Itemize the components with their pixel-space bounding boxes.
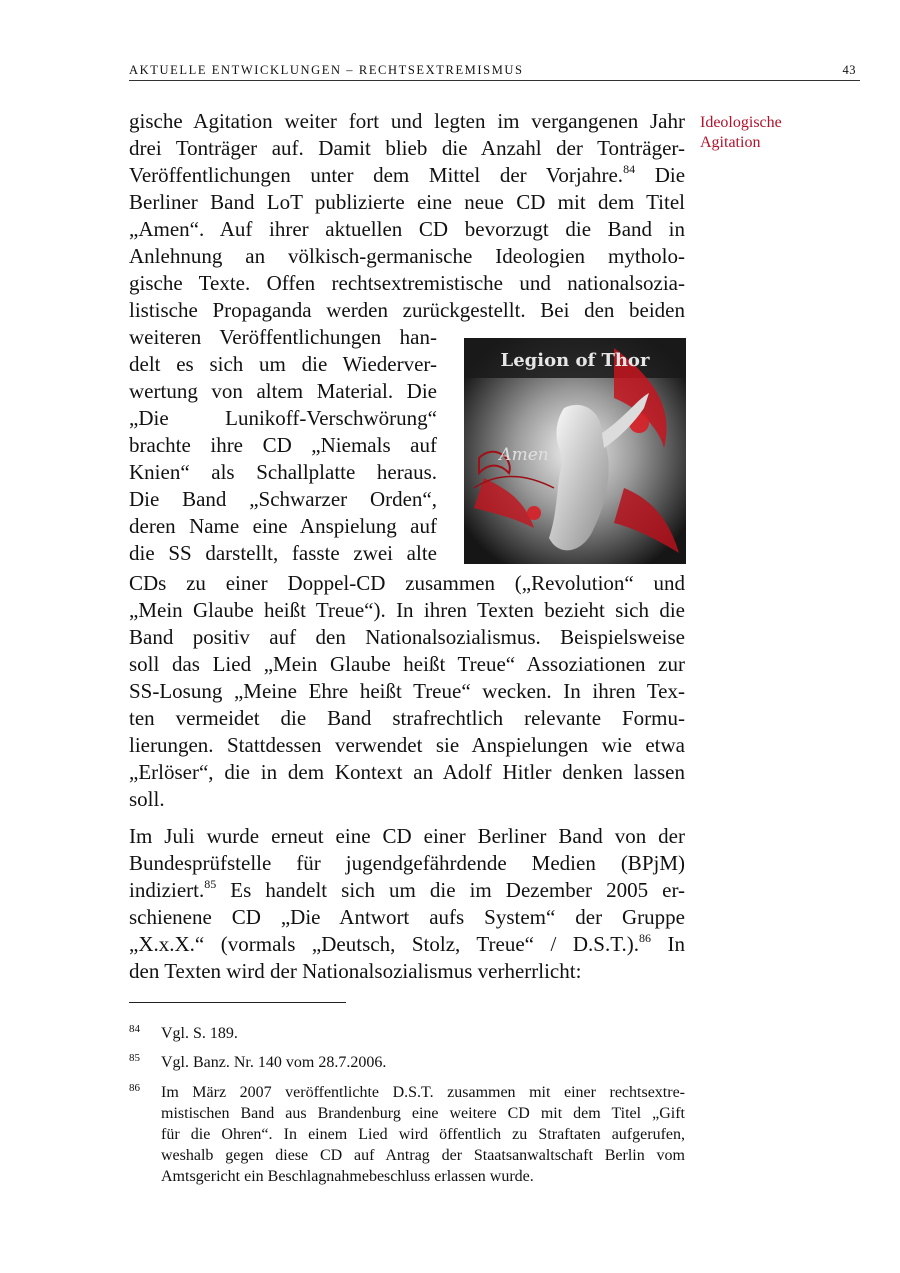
body-line: „Erlöser“, die in dem Kontext an Adolf Hitler denken lassen	[129, 760, 685, 784]
body-line: drei Tonträger auf. Damit blieb die Anzahl der Tonträger-	[129, 136, 685, 160]
body-line: Knien“ als Schallplatte heraus.	[129, 460, 437, 484]
body-line: „Mein Glaube heißt Treue“). In ihren Texten bezieht sich die	[129, 598, 685, 622]
body-text: Es handelt sich um die im Dezember 2005 er-	[230, 878, 686, 902]
body-line: Band positiv auf den Nationalsozialismus. Beispielsweise	[129, 625, 685, 649]
footnote-number: 84	[129, 1023, 140, 1035]
footnote-number: 85	[129, 1052, 140, 1064]
margin-note-line: Ideologische	[700, 114, 782, 131]
body-line: soll das Lied „Mein Glaube heißt Treue“ Assoziationen zur	[129, 652, 685, 676]
footnote-separator	[129, 1002, 346, 1003]
body-line	[129, 931, 685, 958]
body-line: CDs zu einer Doppel-CD zusammen („Revolution“ und	[129, 571, 685, 595]
footnote-text: mistischen Band aus Brandenburg eine weitere CD mit dem Titel „Gift	[161, 1105, 685, 1122]
footnote-ref[interactable]: 84	[623, 162, 636, 176]
body-line: SS-Losung „Meine Ehre heißt Treue“ wecken. In ihren Tex-	[129, 679, 685, 703]
footnote-text: weshalb gegen diese CD auf Antrag der Staatsanwaltschaft Berlin vom	[161, 1147, 685, 1164]
body-line: weiteren Veröffentlichungen han-	[129, 325, 437, 349]
body-text: Veröffentlichungen unter dem Mittel der Vorjahre.	[129, 163, 624, 187]
body-line: Die Band „Schwarzer Orden“,	[129, 487, 437, 511]
cd-cover-word: Amen	[499, 445, 549, 465]
body-line: den Texten wird der Nationalsozialismus verherrlicht:	[129, 959, 582, 983]
footnote-ref[interactable]: 85	[204, 877, 217, 891]
cd-cover-title: Legion of Thor	[500, 350, 650, 371]
body-line	[129, 877, 685, 904]
body-line: ten vermeidet die Band strafrechtlich relevante Formu-	[129, 706, 685, 730]
body-line: Bundesprüfstelle für jugendgefährdende Medien (BPjM)	[129, 851, 685, 875]
body-line: brachte ihre CD „Niemals auf	[129, 433, 437, 457]
body-text: „X.x.X.“ (vormals „Deutsch, Stolz, Treue“ / D.S.T.).	[129, 932, 639, 956]
footnote-text: Vgl. Banz. Nr. 140 vom 28.7.2006.	[161, 1054, 387, 1071]
footnote-ref[interactable]: 86	[638, 931, 651, 945]
cd-cover-artwork	[464, 338, 686, 564]
running-header	[129, 62, 860, 81]
footnote-number: 86	[129, 1082, 140, 1094]
body-line: „Die Lunikoff-Verschwörung“	[129, 406, 437, 430]
footnote-text: Vgl. S. 189.	[161, 1025, 238, 1042]
body-line: gische Texte. Offen rechtsextremistische und nationalsozia-	[129, 271, 685, 295]
footnote-text: Im März 2007 veröffentlichte D.S.T. zusammen mit einer rechtsextre-	[161, 1084, 685, 1101]
footnote-text: Amtsgericht ein Beschlagnahmebeschluss erlassen wurde.	[161, 1168, 534, 1185]
body-line: gische Agitation weiter fort und legten im vergangenen Jahr	[129, 109, 685, 133]
body-line: listische Propaganda werden zurückgestellt. Bei den beiden	[129, 298, 685, 322]
body-line: „Amen“. Auf ihrer aktuellen CD bevorzugt die Band in	[129, 217, 685, 241]
body-text: indiziert.	[129, 878, 205, 902]
body-line: Berliner Band LoT publizierte eine neue CD mit dem Titel	[129, 190, 685, 214]
body-line: die SS darstellt, fasste zwei alte	[129, 541, 437, 565]
body-text: In	[667, 932, 685, 956]
body-line: Anlehnung an völkisch-germanische Ideologien mytholo-	[129, 244, 685, 268]
body-line: schienene CD „Die Antwort aufs System“ der Gruppe	[129, 905, 685, 929]
body-line: soll.	[129, 787, 165, 811]
margin-note	[700, 113, 820, 153]
body-text: Die	[654, 163, 686, 187]
body-line	[129, 162, 685, 189]
running-title: AKTUELLE ENTWICKLUNGEN – RECHTSEXTREMISMUS	[129, 63, 524, 77]
body-line: wertung von altem Material. Die	[129, 379, 437, 403]
body-line: delt es sich um die Wiederver-	[129, 352, 437, 376]
page-number: 43	[842, 63, 856, 77]
footnote-text: für die Ohren“. In einem Lied wird öffentlich zu Straftaten aufgerufen,	[161, 1126, 685, 1143]
margin-note-line: Agitation	[700, 134, 761, 151]
body-line: lierungen. Stattdessen verwendet sie Anspielungen wie etwa	[129, 733, 685, 757]
body-line: deren Name eine Anspielung auf	[129, 514, 437, 538]
cd-cover-image	[464, 338, 686, 564]
body-line: Im Juli wurde erneut eine CD einer Berliner Band von der	[129, 824, 685, 848]
